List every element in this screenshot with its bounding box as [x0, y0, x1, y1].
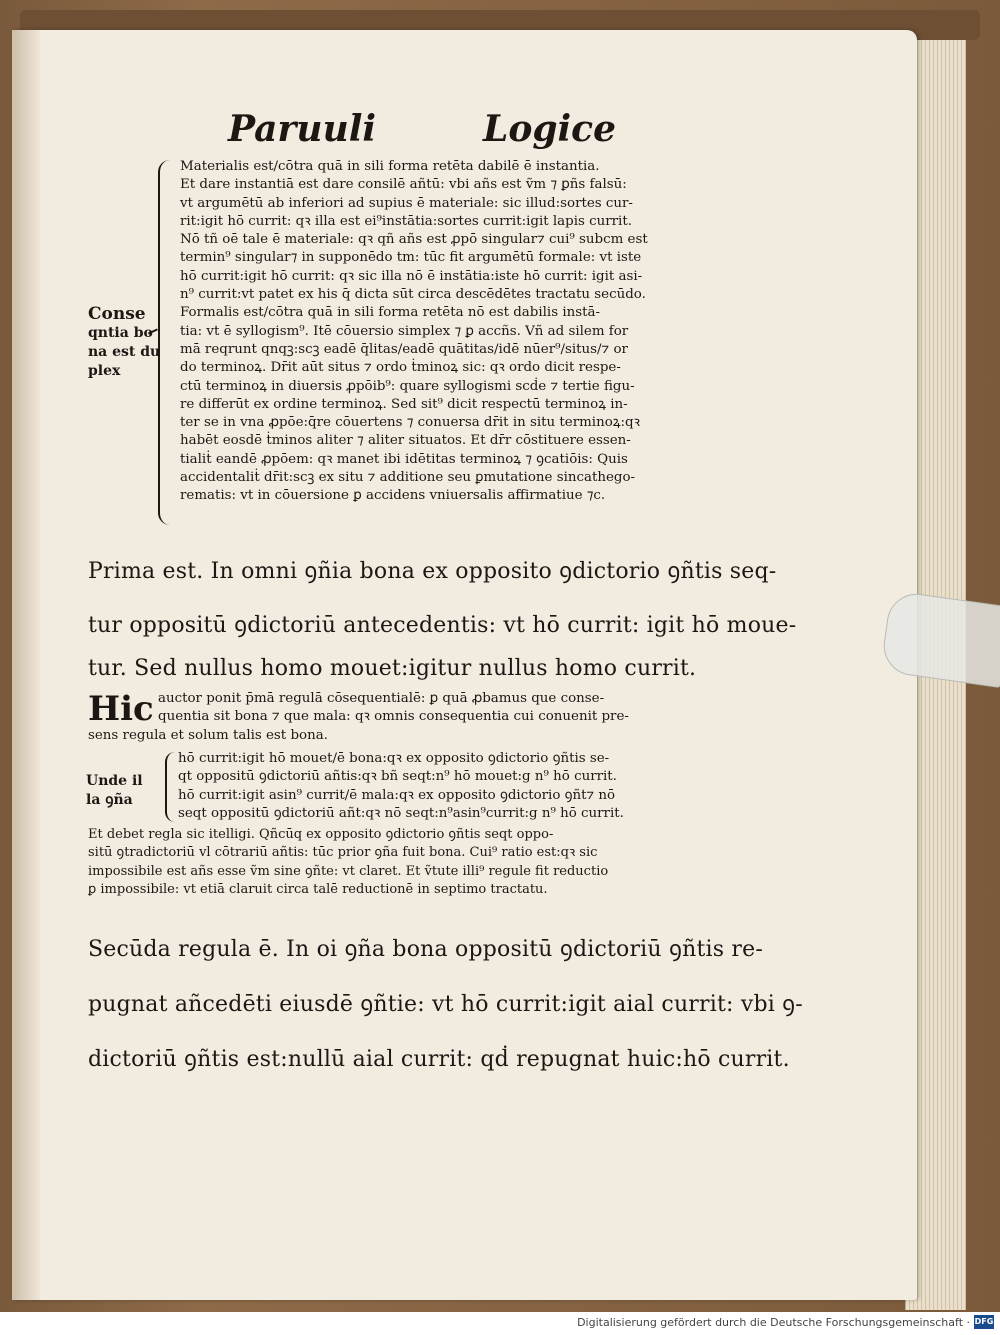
rule-line-3: tur. Sed nullus homo mouet:igitur nullus homo currit. [88, 656, 697, 681]
margin-note-1 [88, 305, 160, 381]
margin-line: Unde il [86, 773, 143, 789]
text-line: ꝑ impossibile: vt etiā claruit circa talē reductionē in septimo tractatu. [88, 881, 548, 897]
text-line: rematis: vt in cōuersione ꝑ accidens vniuersalis affirmatiue ⁊c. [180, 488, 606, 504]
text-line: hō currit:igit hō currit: qꝛ sic illa nō ē instātia:iste hō currit: igit asi- [180, 268, 643, 284]
margin-line: qntia bo [88, 325, 153, 341]
rule-line-1: Prima est. In omni ꝯñia bona ex opposito ꝯdictorio ꝯñtis seq- [88, 559, 777, 584]
rule-line-5: pugnat añcedēti eiusdē ꝯñtie: vt hō currit:igit aial currit: vbi ꝯ- [88, 992, 803, 1017]
example-block [178, 750, 624, 823]
text-line: sitū ꝯtradictoriū vl cōtrariū añtis: tūc prior ꝯña fuit bona. Cui⁹ ratio est:qꝛ sic [88, 845, 598, 861]
margin-line: Conse [88, 304, 146, 324]
margin-note-2 [86, 772, 143, 810]
text-line: qt oppositū ꝯdictoriū añtis:qꝛ bñ seqt:n⁹ hō mouet:g n⁹ hō currit. [178, 769, 617, 785]
page-gutter [12, 30, 40, 1300]
rule-line-4: Secūda regula ē. In oi ꝯña bona oppositū ꝯdictoriū ꝯñtis re- [88, 937, 763, 962]
hic-block-end [88, 727, 328, 745]
text-line: Nō tñ oē tale ē materiale: qꝛ qñ añs est ꝓpō singular⁊ cui⁹ subcm est [180, 232, 648, 248]
text-line: sens regula et solum talis est bona. [88, 728, 328, 743]
header-left: Paruuli [228, 108, 377, 150]
text-line: ctū terminoꝝ in diuersis ꝓpōib⁹: quare syllogismi scḋe ⁊ tertie figu- [180, 378, 635, 394]
text-line: n⁹ currit:vt patet ex his q̄ dicta sūt circa descēdētes tractatu secūdo. [180, 287, 646, 303]
text-line: habēt eosdē ṫminos aliter ⁊ aliter situatos. Et dr̄r cōstituere essen- [180, 433, 631, 449]
text-line: ter se in vna ꝓpōe:q̄re cōuertens ⁊ conuersa dr̄it in situ terminoꝝ:qꝛ [180, 415, 640, 431]
text-block-1 [180, 158, 648, 506]
text-line: auctor ponit p̄mā regulā cōsequentialē: ꝑ quā ꝓbamus que conse- [158, 691, 605, 706]
bracket [158, 160, 176, 525]
text-line: seqt oppositū ꝯdictoriū añt:qꝛ nō seqt:n⁹asin⁹currit:g n⁹ hō currit. [178, 805, 624, 821]
text-line: vt argumētū ab inferiori ad supius ē materiale: sic illud:sortes cur- [180, 195, 633, 211]
text-line: Materialis est/cōtra quā in sili forma retēta dabilē ē instantia. [180, 159, 600, 174]
text-line: termin⁹ singular⁊ in supponēdo tm: tūc fit argumētū formale: vt iste [180, 250, 642, 266]
margin-line: plex [88, 363, 121, 379]
drop-initial: Hic [88, 689, 154, 729]
text-line: hō currit:igit hō mouet/ē bona:qꝛ ex opposito ꝯdictorio ꝯñtis se- [178, 751, 610, 766]
text-line: tia: vt ē syllogism⁹. Itē cōuersio simplex ⁊ ꝑ accñs. Vñ ad silem for [180, 323, 629, 339]
text-line: tialiṫ eandē ꝓpōem: qꝛ manet ibi idētitas terminoꝝ ⁊ ꝯcatiōis: Quis [180, 451, 628, 467]
margin-line: la ꝯña [86, 792, 133, 808]
rule-line-6: dictoriū ꝯñtis est:nullū aial currit: qḋ repugnat huic:hō currit. [88, 1047, 790, 1072]
text-line: do terminoꝝ. Dr̄it aūt situs ⁊ ordo ṫminoꝝ sic: qꝛ ordo dicit respe- [180, 360, 621, 376]
footer-bar [0, 1312, 1000, 1335]
commentary-block [88, 826, 608, 899]
text-line: Et debet regla sic itelligi. Qñcūq ex opposito ꝯdictorio ꝯñtis seqt oppo- [88, 827, 554, 842]
text-line: Formalis est/cōtra quā in sili forma retēta nō est dabilis instā- [180, 305, 600, 321]
dfg-logo: DFG [974, 1315, 994, 1329]
footer-credit: Digitalisierung gefördert durch die Deutsche Forschungsgemeinschaft · [577, 1316, 970, 1329]
text-line: mā reqrunt qnqꝫ:scꝫ eadē q̄litas/eadē quātitas/idē nūer⁹/situs/⁊ or [180, 341, 628, 357]
text-line: quentia sit bona ⁊ que mala: qꝛ omnis consequentia cui conuenit pre- [158, 709, 629, 725]
hic-block [158, 690, 629, 727]
text-line: rit:igit hō currit: qꝛ illa est ei⁹instātia:sortes currit:igit lapis currit. [180, 213, 632, 229]
text-line: impossibile est añs esse ṽm sine ꝯñte: vt claret. Et ṽtute illi⁹ regule fit reductio [88, 863, 609, 879]
brace [165, 752, 177, 822]
text-line: accidentaliṫ dr̄it:scꝫ ex situ ⁊ additione seu ꝑmutatione sincathego- [180, 470, 636, 486]
text-line: hō currit:igit asin⁹ currit/ē mala:qꝛ ex opposito ꝯdictorio ꝯñt⁊ nō [178, 787, 616, 803]
rule-line-2: tur oppositū ꝯdictoriū antecedentis: vt hō currit: igit hō moue- [88, 613, 797, 638]
text-line: Et dare instantiā est dare consilē añtū: vbi añs est ṽm ⁊ ꝑñs falsū: [180, 177, 627, 193]
running-header [228, 108, 618, 158]
text-line: re differūt ex ordine terminoꝝ. Sed sit⁹ dicit respectū terminoꝝ in- [180, 396, 628, 412]
header-right: Logice [483, 108, 616, 150]
margin-line: na est du [88, 344, 161, 360]
